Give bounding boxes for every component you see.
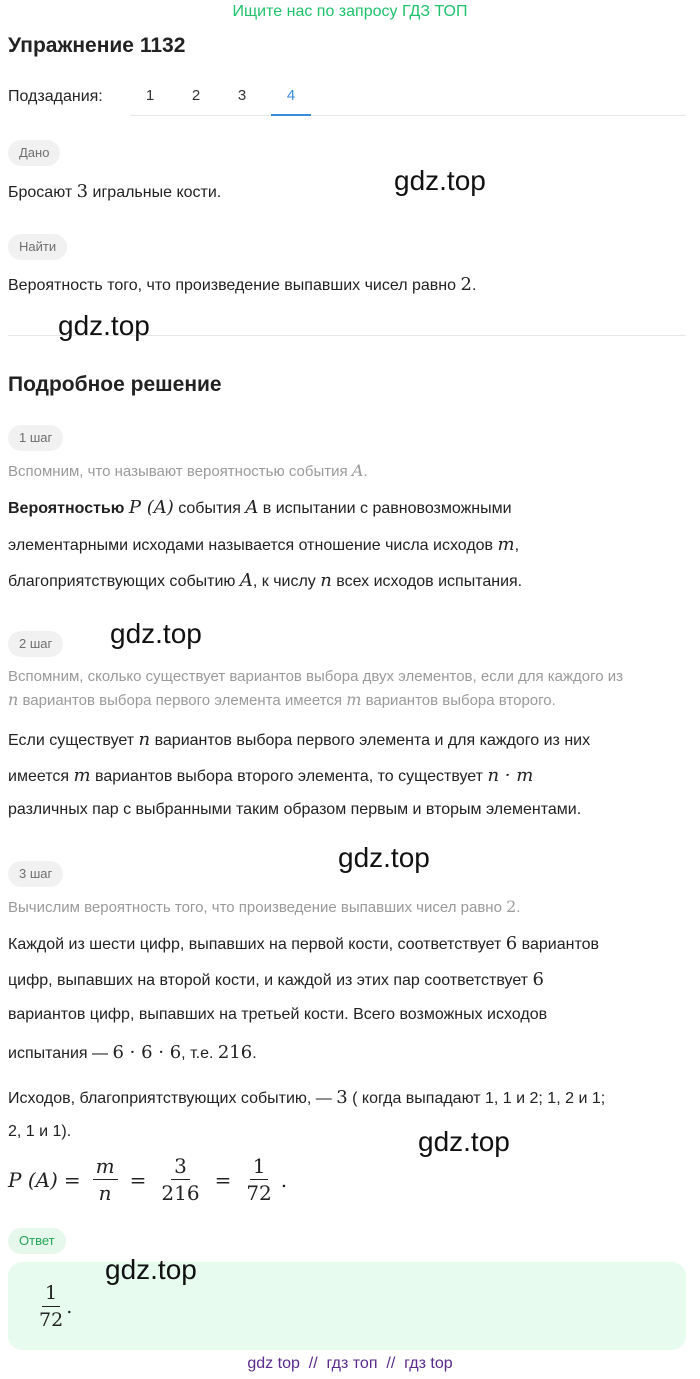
tab-subtask-3[interactable]: 3 [237,87,247,104]
step-3-badge: 3 шаг [8,861,63,887]
tab-subtask-2[interactable]: 2 [191,87,201,104]
formula-lhs: P (A) [8,1167,58,1192]
step-2-hint-1: Вспомним, сколько существует вариантов выбора двух элементов, если для каждого из [8,668,624,685]
tab-subtask-1[interactable]: 1 [145,87,155,104]
watermark: gdz.top [58,310,150,341]
subtasks-label: Подзадания: [8,88,103,105]
page-title: Упражнение 1132 [8,34,186,57]
tab-subtask-4[interactable]: 4 [271,76,311,116]
step-3-line-3: вариантов цифр, выпавших на третьей кости. Всего возможных исходов [8,1006,548,1023]
watermark: gdz.top [338,842,430,873]
step-3-hint: Вычислим вероятность того, что произведение выпавших чисел равно 2. [8,897,521,916]
step-1-line-1: Вероятностью P (A) события A в испытании с равновозможными [8,497,512,518]
find-text: Вероятность того, что произведение выпавших чисел равно 2. [8,274,477,295]
footer-links[interactable]: gdz top // гдз топ // гдз top [247,1355,453,1372]
formula-eq-1: = [63,1167,81,1192]
answer-value: $\frac{1}{72}$ . [39,1282,73,1331]
step-2-line-1: Если существует n вариантов выбора первого элемента и для каждого из них [8,729,591,750]
find-badge: Найти [8,234,67,260]
step-1-badge: 1 шаг [8,425,63,451]
step-1-hint: Вспомним, что называют вероятностью события A. [8,461,368,480]
step-3-line-5: Исходов, благоприятствующих событию, — 3 ( когда выпадают 1, 1 и 2; 1, 2 и 1; [8,1087,606,1108]
promo-banner[interactable]: Ищите нас по запросу ГДЗ ТОП [232,3,468,20]
fraction-1-72: $\frac{1}{72}$ [246,1154,272,1205]
given-badge: Дано [8,140,60,166]
watermark: gdz.top [110,618,202,649]
step-3-line-6: 2, 1 и 1). [8,1123,72,1140]
step-2-line-3: различных пар с выбранными таким образом первым и вторым элементами. [8,801,582,818]
watermark: gdz.top [418,1126,510,1157]
given-text: Бросают 3 игральные кости. [8,181,222,202]
solution-title: Подробное решение [8,373,222,396]
step-3-line-1: Каждой из шести цифр, выпавших на первой кости, соответствует 6 вариантов [8,933,599,954]
step-1-line-2: элементарными исходами называется отношение числа исходов m, [8,534,520,555]
step-2-badge: 2 шаг [8,631,63,657]
subtask-tabs [130,76,686,116]
step-3-line-4: испытания — 6 · 6 · 6, т.е. 216. [8,1042,257,1063]
fraction-3-216: $\frac{3}{216}$ [161,1154,200,1205]
step-2-hint-2: n вариантов выбора первого элемента имеется m вариантов выбора второго. [8,690,556,709]
answer-badge: Ответ [8,1228,66,1254]
watermark: gdz.top [105,1254,197,1285]
step-3-line-2: цифр, выпавших на второй кости, и каждой из этих пар соответствует 6 [8,969,544,990]
formula-eq-2: = [129,1167,147,1192]
step-2-line-2: имеется m вариантов выбора второго элемента, то существует n · m [8,765,534,786]
fraction-m-n: $\frac{m}{n}$ [93,1155,118,1204]
formula-eq-3: = [214,1167,232,1192]
watermark: gdz.top [394,165,486,196]
probability-formula: P (A) = $\frac{m}{n}$ = $\frac{3}{216}$ = $\frac{1}{72}$ . [8,1154,288,1205]
step-1-line-3: благоприятствующих событию A, к числу n всех исходов испытания. [8,570,523,591]
